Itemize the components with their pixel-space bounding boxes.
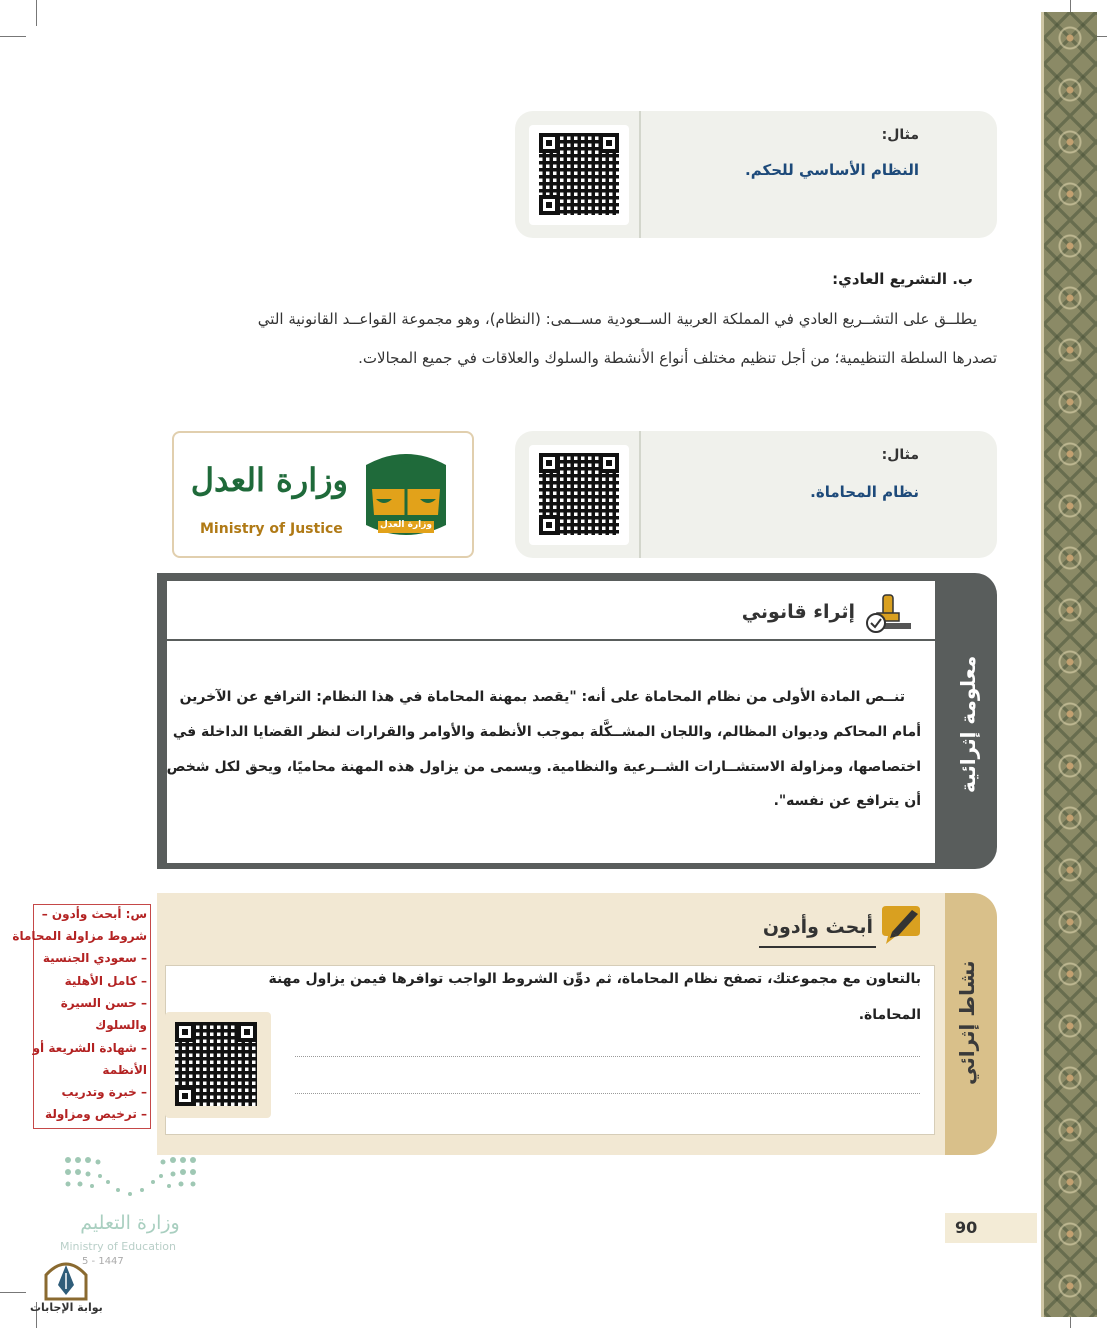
enrichment-info-box	[157, 573, 997, 869]
page-number: 90	[955, 1218, 978, 1237]
info-header: إثراء قانوني	[741, 601, 855, 623]
stamp-icon	[865, 591, 915, 635]
decorative-side-border	[1041, 12, 1097, 1317]
qr-code-icon[interactable]	[539, 133, 619, 215]
answer-line-text: – خبرة وتدريب	[61, 1085, 147, 1099]
answer-line-text: – حسن السيرة	[60, 996, 147, 1010]
handwritten-answer-box	[12, 904, 151, 1129]
site-logo	[30, 1255, 102, 1321]
moe-arabic-text: وزارة التعليم	[80, 1212, 180, 1234]
qr-card	[529, 445, 629, 545]
example-title: مثال:	[881, 127, 919, 143]
side-tab	[946, 573, 997, 869]
paragraph-line: يطلــق على التشــريع العادي في المملكة العربية الســعودية مســمى: (النظام)، وهو مجموعة القواعــد القانونية التي	[257, 310, 977, 328]
moe-english-text: Ministry of Education	[60, 1240, 177, 1253]
answer-line-text: س: أبحث وأدون –	[41, 907, 147, 921]
example-text: نظام المحاماة.	[810, 483, 919, 501]
qr-code-icon[interactable]	[175, 1022, 257, 1106]
activity-text: المحاماة.	[858, 1007, 921, 1023]
example-box-1	[515, 111, 997, 238]
example-title: مثال:	[881, 447, 919, 463]
qr-code-icon[interactable]	[539, 453, 619, 535]
header-underline	[759, 946, 876, 948]
answer-line[interactable]	[295, 1093, 920, 1094]
page-number-bar	[945, 1213, 1037, 1243]
answer-line-text: – سعودي الجنسية	[42, 951, 147, 965]
answer-line-text: – شهادة الشريعة أو	[32, 1041, 147, 1055]
tab-label: معلومة إثرائية	[956, 655, 980, 793]
answer-line-text: – كامل الأهلية	[64, 974, 147, 988]
info-line: أمام المحاكم وديوان المظالم، واللجان المشــكَّلة بموجب الأنظمة والأوامر والقرارات لنظر القضايا الداخلة في	[172, 724, 921, 740]
ministry-of-justice-logo	[172, 431, 474, 558]
qr-card	[529, 125, 629, 225]
pen-nib-arch-icon	[30, 1255, 102, 1301]
side-tab	[945, 893, 997, 1155]
dots-pattern-icon	[58, 1152, 203, 1202]
info-line: أن يترافع عن نفسه".	[773, 793, 921, 809]
activity-header: أبحث وأدون	[762, 916, 873, 938]
logo-badge-text: وزارة العدل	[379, 520, 433, 530]
moe-year-text: 5 - 1447	[82, 1256, 124, 1267]
answer-line-text: شروط مزاولة المحاماة	[12, 929, 147, 943]
pen-bubble-icon	[878, 902, 924, 948]
tab-label: نشاط إثرائي	[955, 960, 979, 1085]
answer-line-text: – ترخيص ومزاولة	[45, 1107, 147, 1121]
site-logo-text: بوابة الإجابات	[30, 1301, 103, 1314]
activity-text: بالتعاون مع مجموعتك، تصفح نظام المحاماة، ثم دوِّن الشروط الواجب توافرها فيمن يزاول مهنة	[268, 971, 921, 987]
ministry-of-education-logo	[58, 1152, 203, 1272]
logo-arabic-text: وزارة العدل	[190, 461, 348, 499]
answer-line-text: الأنظمة	[102, 1063, 147, 1077]
paragraph-line: تصدرها السلطة التنظيمية؛ من أجل تنظيم مختلف أنواع الأنشطة والسلوك والعلاقات في جميع المجالات.	[358, 349, 997, 367]
logo-english-text: Ministry of Justice	[200, 521, 343, 537]
example-text: النظام الأساسي للحكم.	[745, 161, 919, 179]
section-title: ب. التشريع العادي:	[832, 270, 973, 288]
qr-card	[165, 1012, 271, 1118]
answer-line-text: والسلوك	[95, 1018, 147, 1032]
info-line: تنــص المادة الأولى من نظام المحاماة على أنه: "يقصد بمهنة المحاماة في هذا النظام: الترافع عن الآخرين	[179, 689, 905, 705]
info-line: اختصاصها، ومزاولة الاستشــارات الشــرعية والنظامية. ويسمى من يزاول هذه المهنة محاميًا، ويحق لكل شخص	[166, 759, 921, 775]
answer-line[interactable]	[295, 1056, 920, 1057]
example-box-2	[515, 431, 997, 558]
activity-content	[165, 965, 935, 1135]
